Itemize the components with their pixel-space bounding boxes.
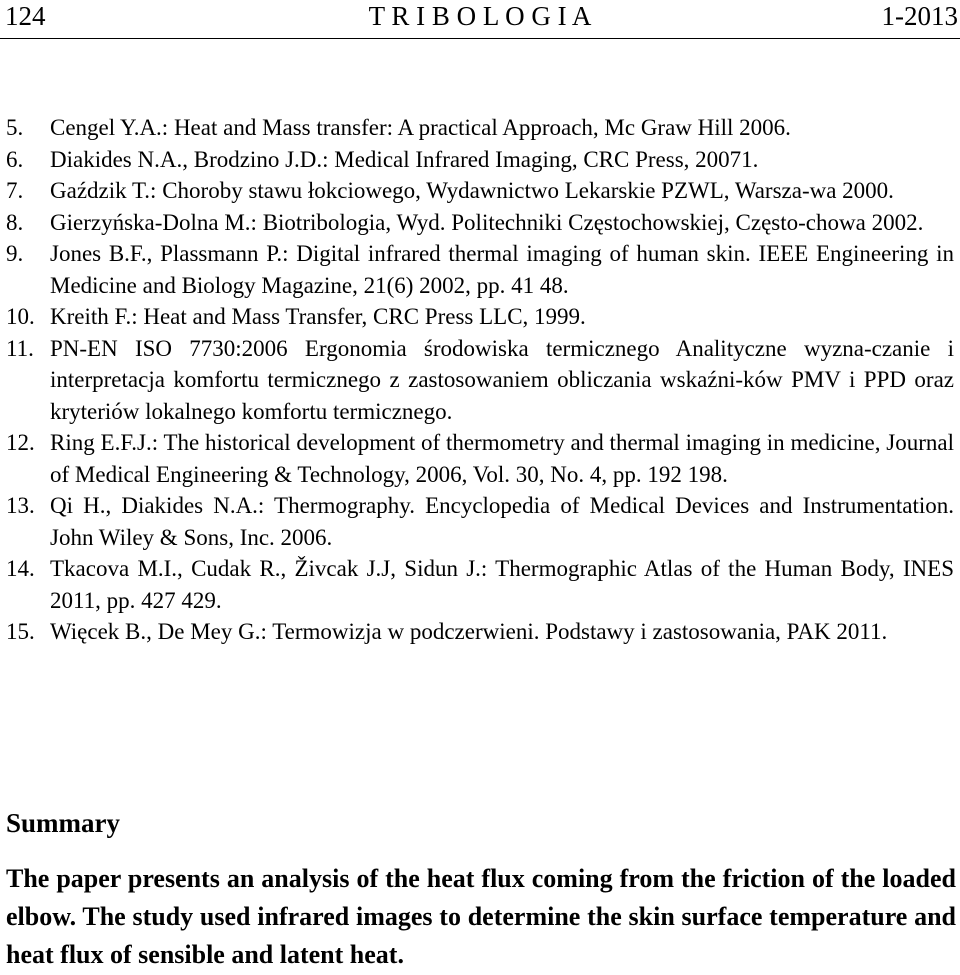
reference-number: 12.	[6, 430, 35, 455]
reference-text: Diakides N.A., Brodzino J.D.: Medical Infrared Imaging, CRC Press, 20071.	[50, 146, 759, 172]
reference-text: Qi H., Diakides N.A.: Thermography. Encyclopedia of Medical Devices and Instrumentation. John Wiley & Sons, Inc. 2006.	[50, 493, 954, 550]
reference-text: Jones B.F., Plassmann P.: Digital infrared thermal imaging of human skin. IEEE Engineering in Medicine and Biology Magazine, 21(6) 2002, pp. 41 48.	[50, 241, 954, 298]
reference-number: 15.	[6, 619, 35, 644]
issue-number: 1-2013	[881, 1, 958, 31]
reference-item	[6, 207, 954, 239]
page-number: 124	[5, 1, 46, 31]
reference-item	[6, 427, 954, 490]
reference-number: 10.	[6, 304, 35, 329]
reference-text: Więcek B., De Mey G.: Termowizja w podczerwieni. Podstawy i zastosowania, PAK 2011.	[50, 619, 888, 644]
summary-heading: Summary	[6, 808, 120, 838]
reference-item	[6, 553, 954, 616]
reference-text: Gaździk T.: Choroby stawu łokciowego, Wydawnictwo Lekarskie PZWL, Warsza-wa 2000.	[50, 178, 894, 203]
reference-item	[6, 616, 954, 648]
reference-number: 9.	[6, 241, 24, 266]
reference-list	[6, 112, 954, 648]
reference-text: PN-EN ISO 7730:2006 Ergonomia środowiska termicznego Analityczne wyzna-czanie i interpretacja komfortu termicznego z zastosowaniem obliczania wskaźni-ków PMV i PPD oraz kryteriów lokalnego komfortu termicznego.	[50, 335, 954, 424]
reference-item	[6, 333, 954, 428]
reference-number: 14.	[6, 556, 35, 581]
reference-text: Ring E.F.J.: The historical development of thermometry and thermal imaging in medicine, Journal of Medical Engineering & Technology, 2006, Vol. 30, No. 4, pp. 192 198.	[50, 430, 954, 487]
reference-item	[6, 301, 954, 333]
reference-number: 8.	[6, 209, 24, 235]
reference-text: Kreith F.: Heat and Mass Transfer, CRC Press LLC, 1999.	[50, 304, 586, 329]
reference-number: 6.	[6, 146, 24, 172]
reference-number: 7.	[6, 178, 24, 203]
reference-number: 13.	[6, 493, 35, 518]
reference-item	[6, 175, 954, 207]
reference-number: 5.	[6, 115, 24, 140]
reference-text: Gierzyńska-Dolna M.: Biotribologia, Wyd. Politechniki Częstochowskiej, Często-chowa 2002.	[50, 209, 924, 235]
reference-item	[6, 238, 954, 301]
reference-item	[6, 144, 954, 176]
reference-item	[6, 490, 954, 553]
journal-title: T R I B O L O G I A	[368, 1, 592, 31]
summary-paragraph: The paper presents an analysis of the heat flux coming from the friction of the loaded elbow. The study used infrared images to determine the skin surface temperature and heat flux of sensible and latent heat.	[6, 864, 956, 969]
reference-text: Tkacova M.I., Cudak R., Živcak J.J, Sidun J.: Thermographic Atlas of the Human Body, INES 2011, pp. 427 429.	[50, 556, 954, 613]
reference-text: Cengel Y.A.: Heat and Mass transfer: A practical Approach, Mc Graw Hill 2006.	[50, 115, 791, 140]
header-rule	[0, 38, 960, 39]
reference-number: 11.	[6, 335, 34, 361]
reference-item	[6, 112, 954, 144]
